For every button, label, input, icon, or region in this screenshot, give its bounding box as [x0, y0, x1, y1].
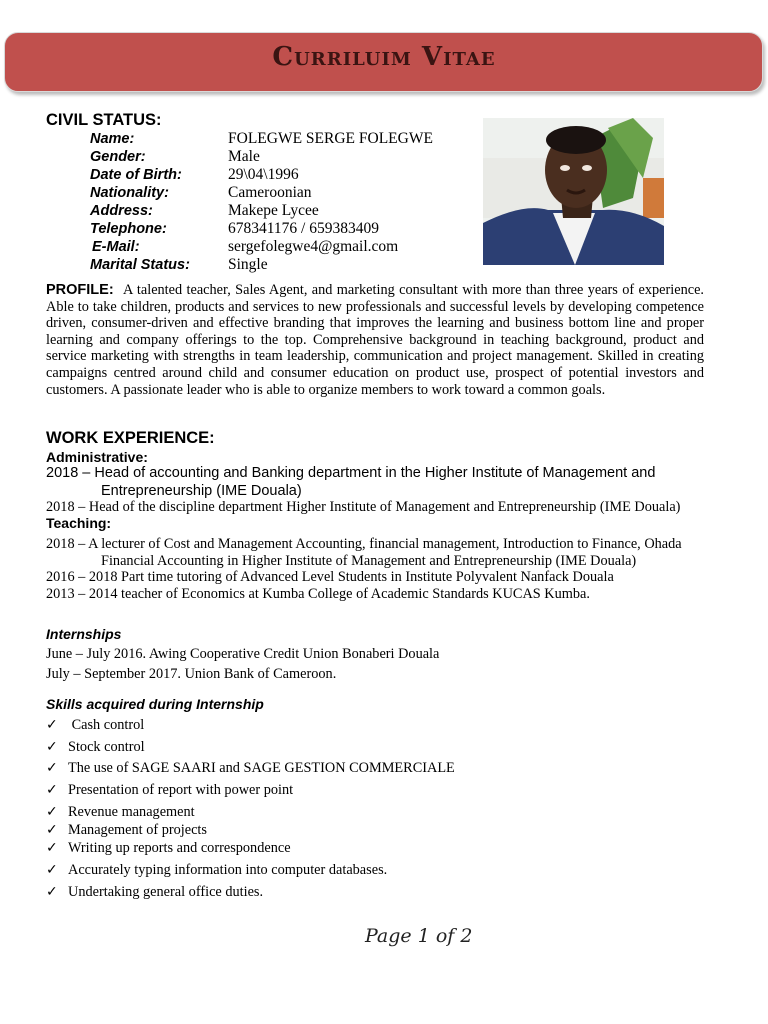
check-icon: ✓: [46, 760, 58, 776]
skill-text: The use of SAGE SAARI and SAGE GESTION COMMERCIALE: [68, 760, 455, 776]
admin-entry-1: [46, 464, 736, 500]
check-icon: ✓: [46, 717, 58, 733]
skill-text: Undertaking general office duties.: [68, 884, 264, 900]
telephone-label: Telephone:: [90, 221, 167, 237]
email-value: sergefolegwe4@gmail.com: [228, 238, 399, 255]
page-number: Page 1 of 2: [365, 925, 473, 947]
skill-text: Writing up reports and correspondence: [68, 840, 291, 856]
skill-item: [46, 717, 144, 734]
nationality-value: Cameroonian: [228, 184, 312, 201]
skill-text: Stock control: [68, 739, 145, 755]
teaching-entry-3-line1: 2013 – 2014 teacher of Economics at Kumba College of Academic Standards KUCAS Kumba.: [46, 586, 590, 602]
work-experience-heading: WORK EXPERIENCE:: [46, 429, 215, 447]
check-icon: ✓: [46, 739, 58, 755]
check-icon: ✓: [46, 822, 58, 838]
profile-text: A talented teacher, Sales Agent, and marketing consultant with more than three years of experience. Able to take children, products and services to new professionals and successful levels by developing competence driven, consumer-driven and effective branding that improves the learning and business bottom line and proper learning and company offerings to the top. Comprehensive background in teaching background, product and service marketing with strengths in team leadership, communication and project management. Skilled in creating campaigns centred around child and consumer education on product use, prospect of potential investors and customers. A passionate leader who is able to organize members to work toward a common goals.: [46, 282, 704, 398]
name-value: FOLEGWE SERGE FOLEGWE: [228, 130, 433, 147]
check-icon: ✓: [46, 884, 58, 900]
check-icon: ✓: [46, 804, 58, 820]
skill-text: Accurately typing information into computer databases.: [68, 862, 388, 878]
skill-text: Presentation of report with power point: [68, 782, 294, 798]
teaching-entry-2-line1: 2016 – 2018 Part time tutoring of Advanced Level Students in Institute Polyvalent Nanfack Douala: [46, 569, 614, 585]
civil-status-heading: CIVIL STATUS:: [46, 111, 162, 129]
skill-item: [46, 822, 207, 839]
teaching-entry-3: [46, 586, 736, 603]
marital-status-label: Marital Status:: [90, 257, 190, 273]
skill-item: [46, 760, 455, 777]
skill-item: [46, 804, 195, 821]
teaching-entry-1: [46, 536, 736, 570]
admin-entry-2-line1: 2018 – Head of the discipline department Higher Institute of Management and Entrepreneurship (IME Douala): [46, 499, 681, 515]
profile-label: PROFILE:: [46, 282, 114, 298]
administrative-heading: Administrative:: [46, 449, 148, 465]
teaching-entry-1-line1: 2018 – A lecturer of Cost and Management Accounting, financial management, Introduction to Finance, Ohada: [46, 536, 682, 552]
address-label: Address:: [90, 203, 153, 219]
teaching-heading: Teaching:: [46, 515, 112, 531]
name-label: Name:: [90, 131, 135, 147]
gender-label: Gender:: [90, 149, 146, 165]
skill-item: [46, 884, 263, 901]
skills-heading: Skills acquired during Internship: [46, 696, 264, 712]
internship-item-2: July – September 2017. Union Bank of Cameroon.: [46, 666, 337, 682]
admin-entry-1-line1: 2018 – Head of accounting and Banking department in the Higher Institute of Management and: [46, 465, 656, 481]
admin-entry-1-line2: Entrepreneurship (IME Douala): [101, 483, 302, 499]
document-title: Curriluim Vitae: [272, 42, 496, 72]
skill-item: [46, 739, 145, 756]
teaching-entry-2: [46, 569, 736, 586]
skill-item: [46, 840, 291, 857]
internship-item-1: June – July 2016. Awing Cooperative Credit Union Bonaberi Douala: [46, 646, 440, 662]
gender-value: Male: [228, 148, 260, 165]
email-label: E-Mail:: [92, 239, 140, 255]
internships-heading: Internships: [46, 626, 122, 642]
check-icon: ✓: [46, 840, 58, 856]
skill-text: Management of projects: [68, 822, 207, 838]
dob-label: Date of Birth:: [90, 167, 182, 183]
check-icon: ✓: [46, 782, 58, 798]
skill-item: [46, 782, 293, 799]
teaching-entry-1-line2: Financial Accounting in Higher Institute of Management and Entrepreneurship (IME Douala): [101, 553, 637, 569]
check-icon: ✓: [46, 862, 58, 878]
admin-entry-2: [46, 499, 736, 516]
dob-value: 29\04\1996: [228, 166, 299, 183]
telephone-value: 678341176 / 659383409: [228, 220, 379, 237]
profile-photo: [483, 118, 664, 265]
marital-status-value: Single: [228, 256, 268, 273]
nationality-label: Nationality:: [90, 185, 169, 201]
skill-text: Cash control: [68, 717, 145, 733]
skill-text: Revenue management: [68, 804, 195, 820]
address-value: Makepe Lycee: [228, 202, 319, 219]
skill-item: [46, 862, 387, 879]
